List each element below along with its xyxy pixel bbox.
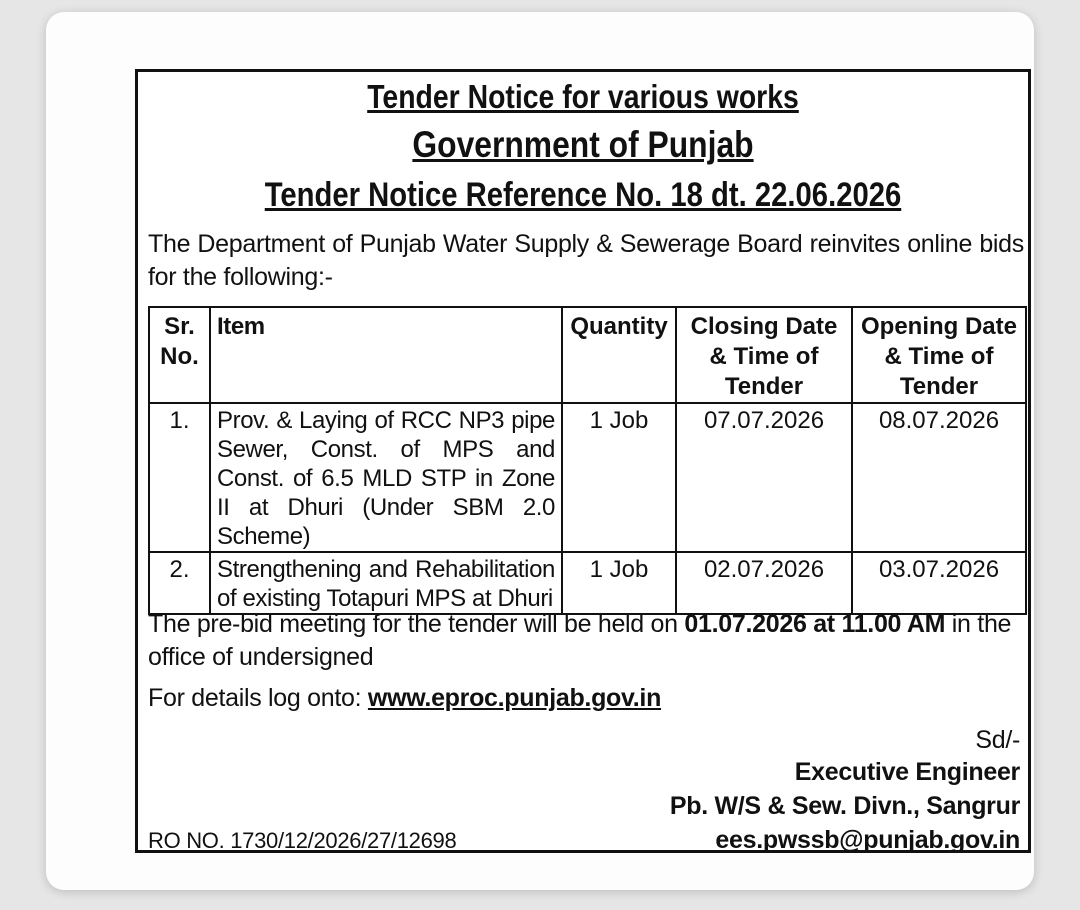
- header-sr-line2: No.: [160, 343, 199, 370]
- reference-heading: Tender Notice Reference No. 18 dt. 22.06.2026: [264, 176, 902, 214]
- table-row: [149, 552, 1026, 614]
- tender-table: [148, 306, 1027, 615]
- cell-closing-date: 07.07.2026: [676, 403, 852, 552]
- cell-item: Prov. & Laying of RCC NP3 pipe Sewer, Const. of MPS and Const. of 6.5 MLD STP in Zone II at Dhuri (Under SBM 2.0 Scheme): [210, 403, 562, 552]
- government-heading: Government of Punjab: [412, 124, 754, 165]
- signature-sd: Sd/-: [975, 726, 1020, 754]
- cell-opening-date: 08.07.2026: [852, 403, 1026, 552]
- tender-notice: [135, 69, 1031, 853]
- header-closing-date: [676, 307, 852, 403]
- details-label: For details log onto:: [148, 684, 368, 712]
- header-opening-date: [852, 307, 1026, 403]
- cell-quantity: 1 Job: [562, 403, 676, 552]
- notice-title: Tender Notice for various works: [367, 78, 799, 115]
- signature-division: Pb. W/S & Sew. Divn., Sangrur: [669, 792, 1020, 820]
- table-row: [149, 403, 1026, 552]
- header-opening-line1: Opening Date: [860, 313, 1017, 340]
- details-line: [148, 684, 661, 713]
- header-sr-no: [149, 307, 210, 403]
- document-card: [46, 12, 1034, 890]
- signature-email: [715, 826, 1020, 855]
- prebid-text-end: in the office of undersigned: [148, 610, 1012, 671]
- cell-item: Strengthening and Rehabilitation of existing Totapuri MPS at Dhuri: [210, 552, 562, 614]
- email-link[interactable]: ees.pwssb@punjab.gov.in: [715, 826, 1020, 854]
- cell-sr: 2.: [149, 552, 210, 614]
- header-closing-line3: Tender: [724, 373, 804, 400]
- header-sr-line1: Sr.: [164, 313, 195, 340]
- eproc-link[interactable]: www.eproc.punjab.gov.in: [367, 684, 662, 712]
- prebid-paragraph: [148, 608, 1024, 674]
- table-header-row: [149, 307, 1026, 403]
- header-opening-line3: Tender: [899, 373, 979, 400]
- header-closing-line1: Closing Date: [690, 313, 838, 340]
- cell-opening-date: 03.07.2026: [852, 552, 1026, 614]
- header-quantity: Quantity: [562, 307, 676, 403]
- header-closing-line2: & Time of: [709, 343, 819, 370]
- header-item: Item: [210, 307, 562, 403]
- prebid-datetime: 01.07.2026 at 11.00 AM: [684, 610, 946, 638]
- cell-sr: 1.: [149, 403, 210, 552]
- cell-closing-date: 02.07.2026: [676, 552, 852, 614]
- header-opening-line2: & Time of: [884, 343, 994, 370]
- ro-number: RO NO. 1730/12/2026/27/12698: [148, 828, 457, 853]
- intro-paragraph: The Department of Punjab Water Supply & Sewerage Board reinvites online bids for the following:-: [148, 230, 1024, 291]
- prebid-text-start: The pre-bid meeting for the tender will be held on: [148, 610, 685, 638]
- signature-designation: Executive Engineer: [794, 758, 1020, 786]
- cell-quantity: 1 Job: [562, 552, 676, 614]
